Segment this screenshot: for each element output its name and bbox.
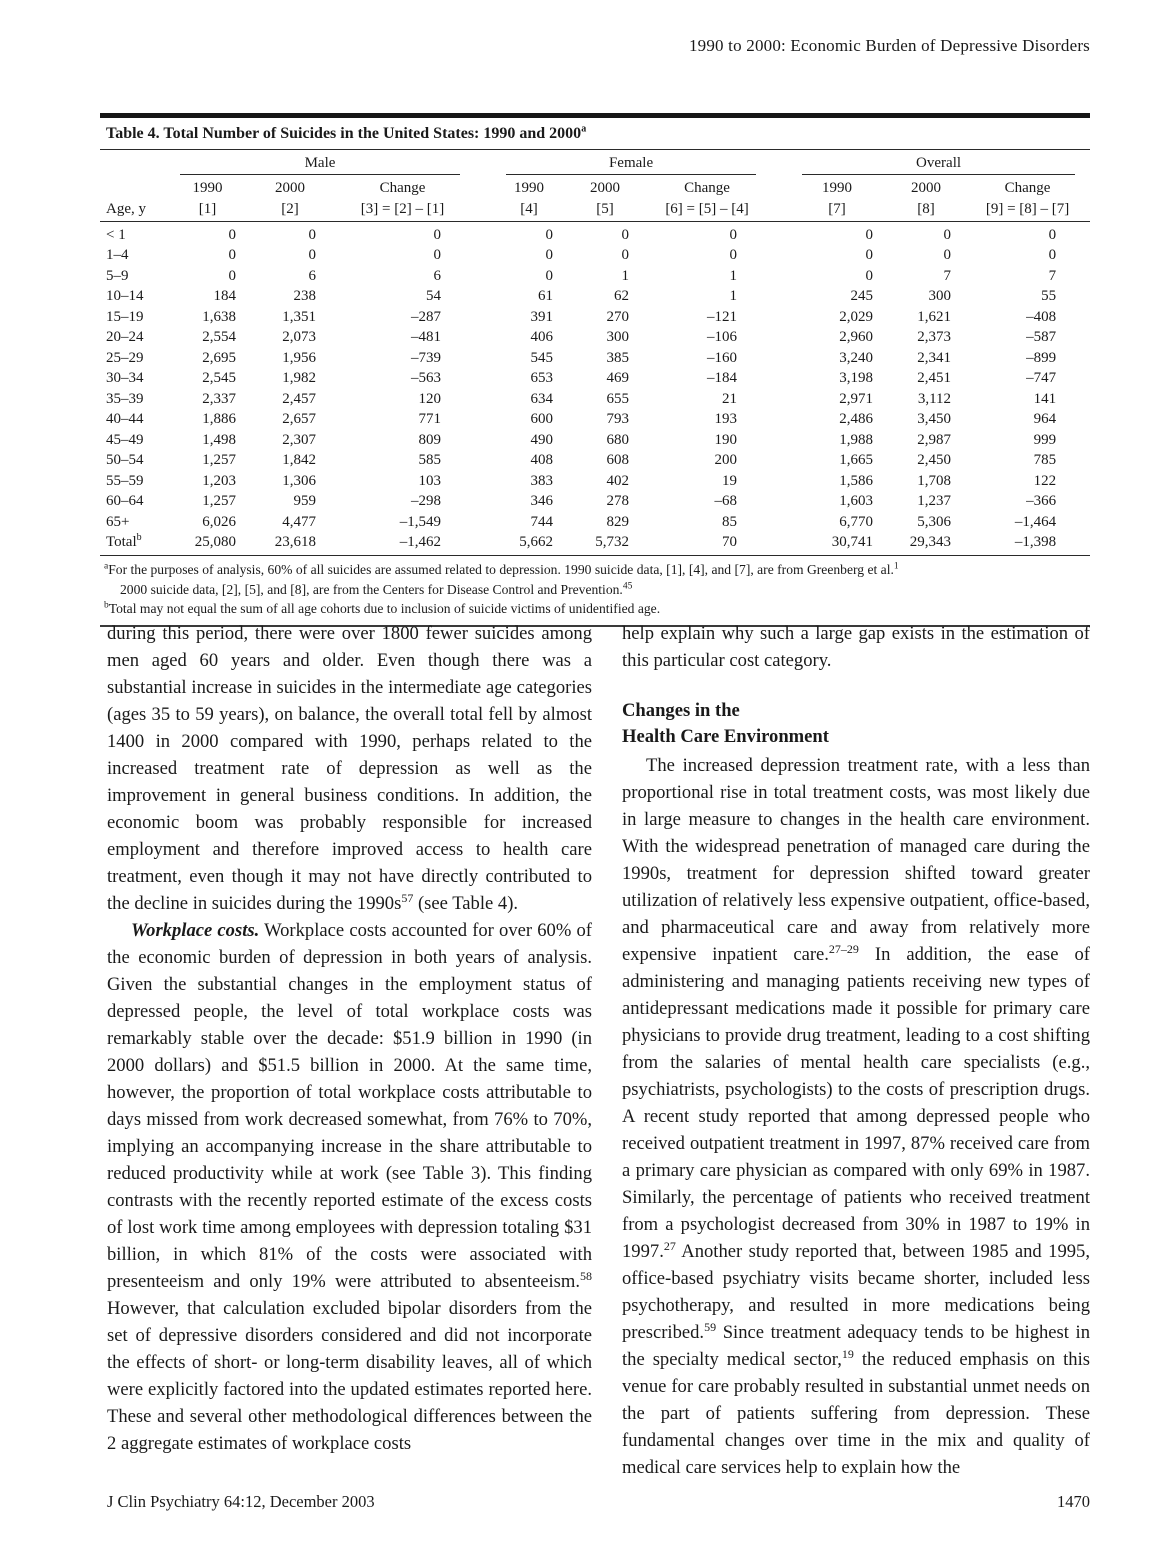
group-gap [771,176,787,198]
value-cell: –121 [707,308,738,325]
col-header-male-change: Change [379,180,426,197]
value-cell: 0 [865,226,874,243]
value-cell: 300 [928,288,952,305]
paragraph-text: Workplace costs accounted for over 60% of the economic burden of depression in both years of analysis. Given the substantial changes in the employment status of depressed people, the level of total workplace costs was remarkably stable over the decade: $51.9 billion in 1990 (in 2000 dollars) and $51.5 billion in 2000. At the same time, however, the proportion of total workplace costs attributable to days missed from work decreased somewhat, from 76% to 70%, implying an accompanying increase in the share attributable to reduced productivity while at work (see Table 3). This finding contrasts with the recently reported estimate of the excess costs of lost work time among employees with depression totaling $31 billion, in which 81% of the costs were associated with presenteeism and only 19% were attributed to absenteeism. [107,920,592,1292]
value-cell: 85 [722,513,738,530]
age-cell: 10–14 [106,288,144,305]
bracket-3: [3] = [2] – [1] [330,199,475,222]
spacer-cell [475,348,491,368]
value-cell: 1,603 [839,493,874,510]
value-cell: 2,554 [202,329,236,346]
group-gap [475,150,491,176]
col-header-male-1990: 1990 [192,180,223,197]
value-cell: 634 [530,390,554,407]
value-cell: 2,337 [202,390,236,407]
value-cell: 3,240 [839,349,874,366]
footnote-b [104,599,1086,618]
value-cell: 1,351 [282,308,316,325]
paragraph-text: the reduced emphasis on this venue for care probably resulted in substantial unmet needs on the part of patients suffering from depression. These fundamental changes over time in the mix and quality of medical care services help to explain how the [622,1349,1090,1478]
bracket-6: [6] = [5] – [4] [643,199,771,222]
footer-page-number: 1470 [1057,1492,1090,1511]
footnote-b-text: Total may not equal the sum of all age cohorts due to inclusion of suicide victims of unidentified age. [108,601,661,617]
value-cell: 6,770 [839,513,874,530]
value-cell: –287 [411,308,442,325]
value-cell: 4,477 [282,513,316,530]
table-row [100,389,1090,409]
paragraph-text: However, that calculation excluded bipolar disorders from the set of depressive disorders considered and did not incorporate the effects of short- or long-term disability leaves, all of which were explicitly factored into the updated estimates reported here. These and several other methodological differences between the 2 aggregate estimates of workplace costs [107,1298,592,1454]
value-cell: 1,886 [202,411,236,428]
group-header-female: Female [491,150,771,176]
value-cell: –587 [1026,329,1057,346]
value-cell: 0 [943,226,952,243]
value-cell: 346 [530,493,554,510]
value-cell: 0 [228,267,236,284]
value-cell: 2,545 [202,370,236,387]
value-cell: 70 [643,532,771,556]
value-cell: 1 [729,288,738,305]
table-row [100,307,1090,327]
spacer-cell [771,286,787,306]
value-cell: 23,618 [250,532,330,556]
value-cell: –184 [707,370,738,387]
value-cell: 2,073 [282,329,316,346]
value-cell: 30,741 [787,532,887,556]
reference-superscript: 57 [401,890,414,905]
value-cell: 61 [538,288,554,305]
value-cell: 270 [606,308,630,325]
spacer-cell [475,430,491,450]
value-cell: 7 [1048,267,1057,284]
value-cell: 2,695 [202,349,236,366]
value-cell: 6,026 [202,513,236,530]
value-cell: 0 [729,247,738,264]
running-head: 1990 to 2000: Economic Burden of Depressive Disorders [688,36,1090,55]
age-cell: 55–59 [106,472,144,489]
value-cell: –106 [707,329,738,346]
group-gap [475,199,491,222]
spacer-cell [475,532,491,556]
value-cell: 653 [530,370,554,387]
value-cell: 1,257 [202,452,236,469]
value-cell: 5,732 [567,532,643,556]
spacer-cell [771,327,787,347]
value-cell: 19 [722,472,738,489]
value-cell: 785 [1033,452,1057,469]
paragraph-text: Since treatment adequacy tends to be highest in the specialty medical sector, [622,1322,1090,1370]
col-header-male-2000: 2000 [275,180,305,197]
value-cell: 1,638 [202,308,236,325]
spacer-cell [475,491,491,511]
paragraph-workplace-costs [107,917,592,1457]
footnote-a-marker: a [104,561,109,572]
paragraph-health-care-environment [622,752,1090,1481]
spacer-cell [475,266,491,286]
paragraph-text: Another study reported that, between 1985 and 1995, office-based psychiatry visits became shorter, included less psychotherapy, and resulted in more medications being prescribed. [622,1241,1090,1343]
group-header-overall: Overall [787,150,1090,176]
value-cell: 103 [418,472,442,489]
reference-superscript: 59 [704,1319,717,1334]
value-cell: 2,457 [282,390,316,407]
value-cell: 2,657 [282,411,316,428]
paragraph-gap-explanation [622,620,1090,674]
table-4-block [100,113,1090,627]
value-cell: 406 [530,329,554,346]
value-cell: 0 [1048,226,1057,243]
value-cell: 141 [1033,390,1057,407]
value-cell: 5,306 [917,513,952,530]
paragraph-text: In addition, the ease of administering and managing patients receiving new types of antidepressant medications made it possible for primary care physicians to provide drug treatment, leading to a cost shifting from the salaries of mental health care specialists (e.g., psychiatrists, psychologists) to the costs of prescription drugs. A recent study reported that among depressed people who received outpatient treatment in 1997, 87% received care from a primary care physician as compared with only 69% in 1987. Similarly, the percentage of patients who received treatment from a psychologist decreased from 30% in 1987 to 19% in 1997. [622,944,1090,1262]
value-cell: 829 [606,513,630,530]
bracket-7: [7] [787,199,887,222]
spacer-cell [475,471,491,491]
spacer-cell [771,348,787,368]
value-cell: 0 [545,247,554,264]
footnote-a [104,560,1086,599]
col-header-overall-2000: 2000 [911,180,942,197]
value-cell: 959 [293,493,316,510]
spacer-cell [475,389,491,409]
value-cell: 62 [614,288,630,305]
col-header-overall-1990: 1990 [822,180,853,197]
group-gap [475,176,491,198]
col-header-female-1990: 1990 [514,180,545,197]
table-row [100,491,1090,511]
bracket-9: [9] = [8] – [7] [965,199,1090,222]
footnote-a-text-1: For the purposes of analysis, 60% of all suicides are assumed related to depression. 1990 suicide data, [1], [4], and [7], are from Greenberg et al. [108,562,894,578]
value-cell: 2,307 [282,431,316,448]
value-cell: 245 [850,288,874,305]
age-cell: Total$^b$ [100,532,165,556]
value-cell: 200 [714,452,738,469]
value-cell: 0 [943,247,952,264]
age-cell: 1–4 [106,247,129,264]
value-cell: 600 [530,411,554,428]
table-row [100,512,1090,532]
table-row [100,221,1090,245]
body-text-columns [107,620,1090,1481]
value-cell: –1,398 [965,532,1090,556]
table-row [100,532,1090,556]
value-cell: 2,373 [917,329,952,346]
value-cell: 278 [606,493,630,510]
value-cell: 999 [1033,431,1057,448]
section-heading-line-2: Health Care Environment [622,726,829,747]
value-cell: 490 [530,431,554,448]
footnote-a-text-2: 2000 suicide data, [2], [5], and [8], are from the Centers for Disease Control and Prevention. [120,581,623,597]
value-cell: 1,842 [282,452,316,469]
value-cell: 2,971 [839,390,874,407]
table-row [100,348,1090,368]
value-cell: 385 [606,349,630,366]
bracket-5: [5] [567,199,643,222]
value-cell: 1,621 [917,308,952,325]
value-cell: 120 [418,390,442,407]
value-cell: 0 [433,226,442,243]
value-cell: 5,662 [491,532,567,556]
spacer-cell [771,471,787,491]
col-header-overall-change: Change [1004,180,1051,197]
value-cell: 7 [943,267,952,284]
value-cell: 1,306 [282,472,316,489]
value-cell: 1 [729,267,738,284]
value-cell: 771 [418,411,442,428]
age-cell: 40–44 [106,411,144,428]
spacer-cell [475,512,491,532]
table-title-text: Table 4. Total Number of Suicides in the United States: 1990 and 2000 [106,125,582,142]
right-column [622,620,1090,1481]
bracket-header-row [100,199,1090,222]
value-cell: 2,987 [917,431,952,448]
spacer-cell [771,491,787,511]
reference-superscript: 27–29 [828,941,859,956]
spacer-cell [475,327,491,347]
value-cell: 402 [606,472,630,489]
value-cell: 0 [865,247,874,264]
age-cell: 50–54 [106,452,144,469]
value-cell: –366 [1026,493,1057,510]
spacer-cell [475,450,491,470]
spacer-cell [771,389,787,409]
value-cell: 1,665 [839,452,874,469]
value-cell: 793 [606,411,630,428]
spacer-cell [771,221,787,245]
group-gap [771,150,787,176]
table-footnotes [100,556,1090,627]
reference-superscript: 27 [663,1238,676,1253]
age-cell: 60–64 [106,493,144,510]
value-cell: 545 [530,349,554,366]
value-cell: 0 [865,267,874,284]
value-cell: 0 [621,247,630,264]
table-body [100,221,1090,556]
value-cell: 1,956 [282,349,316,366]
value-cell: 0 [228,247,236,264]
age-cell: 15–19 [106,308,144,325]
left-column [107,620,592,1481]
value-cell: 0 [228,226,236,243]
age-cell: 45–49 [106,431,144,448]
age-cell: 30–34 [106,370,144,387]
value-cell: 21 [722,390,738,407]
paragraph-text: help explain why such a large gap exists in the estimation of this particular cost category. [622,623,1090,671]
table-row [100,409,1090,429]
spacer-cell [475,368,491,388]
value-cell: 2,960 [839,329,874,346]
age-cell: 35–39 [106,390,144,407]
value-cell: 6 [433,267,442,284]
value-cell: 1 [621,267,630,284]
table-title-footnote-marker: a [581,123,587,135]
value-cell: 809 [418,431,442,448]
value-cell: –408 [1026,308,1057,325]
table-row [100,450,1090,470]
value-cell: 0 [729,226,738,243]
value-cell: 1,237 [917,493,952,510]
table-row [100,368,1090,388]
value-cell: 0 [433,247,442,264]
age-cell: 65+ [106,513,130,530]
value-cell: 585 [418,452,442,469]
value-cell: 391 [530,308,554,325]
value-cell: 29,343 [887,532,965,556]
value-cell: –747 [1026,370,1057,387]
age-cell: < 1 [106,226,126,243]
age-cell: 5–9 [106,267,129,284]
value-cell: 608 [606,452,630,469]
page-footer [107,1492,1090,1512]
value-cell: 6 [308,267,316,284]
year-header-spacer [100,176,165,198]
value-cell: 1,988 [839,431,874,448]
table-title [100,118,1090,150]
value-cell: 3,450 [917,411,952,428]
value-cell: 25,080 [165,532,250,556]
value-cell: 964 [1033,411,1057,428]
value-cell: 2,029 [839,308,874,325]
value-cell: 190 [714,431,738,448]
group-header-male: Male [165,150,475,176]
table-row [100,245,1090,265]
spacer-cell [771,512,787,532]
total-footnote-marker: b [136,532,142,544]
reference-superscript: 58 [580,1268,592,1283]
value-cell: –68 [714,493,738,510]
spacer-cell [475,221,491,245]
spacer-cell [771,368,787,388]
group-header-row [100,150,1090,176]
spacer-cell [771,430,787,450]
value-cell: –899 [1026,349,1057,366]
value-cell: 2,451 [917,370,952,387]
footnote-a-ref-1: 1 [893,561,899,572]
value-cell: 469 [606,370,630,387]
value-cell: 54 [426,288,442,305]
group-gap [771,199,787,222]
age-column-header: Age, y [100,199,165,222]
value-cell: 2,341 [917,349,952,366]
value-cell: 680 [606,431,630,448]
spacer-cell [771,266,787,286]
spacer-cell [475,286,491,306]
spacer-cell [475,245,491,265]
value-cell: 122 [1033,472,1057,489]
value-cell: 1,498 [202,431,236,448]
spacer-cell [771,450,787,470]
value-cell: 1,203 [202,472,236,489]
suicides-table [100,150,1090,556]
value-cell: 0 [308,247,316,264]
value-cell: 55 [1041,288,1057,305]
value-cell: –298 [411,493,442,510]
value-cell: 0 [621,226,630,243]
group-header-spacer [100,150,165,176]
value-cell: –739 [411,349,442,366]
value-cell: 3,198 [839,370,874,387]
table-row [100,327,1090,347]
spacer-cell [771,532,787,556]
value-cell: 655 [606,390,630,407]
value-cell: 3,112 [917,390,952,407]
paragraph-text: during this period, there were over 1800 fewer suicides among men aged 60 years and older. Even though there was a substantial increase in suicides in the intermediate age categories (ages 35 to 59 years), on balance, the overall total fell by almost 1400 in 2000 compared with 1990, perhaps related to the increased treatment rate of depression as well as the improvement in general business conditions. In addition, the economic boom was probably responsible for increased employment and therefore improved access to health care treatment, even though it may not have directly contributed to the decline in suicides during the 1990s [107,623,592,914]
value-cell: 408 [530,452,554,469]
value-cell: –481 [411,329,442,346]
value-cell: 0 [1048,247,1057,264]
spacer-cell [771,409,787,429]
value-cell: 184 [213,288,236,305]
age-cell: 25–29 [106,349,144,366]
bracket-2: [2] [250,199,330,222]
value-cell: –1,462 [330,532,475,556]
paragraph-text: The increased depression treatment rate, with a less than proportional rise in total treatment costs, was most likely due in large measure to changes in the health care environment. With the widespread penetration of managed care during the 1990s, treatment for depression shifted toward greater utilization of relatively less expensive outpatient, office-based, and pharmaceutical care and away from relatively more expensive inpatient care. [622,755,1090,965]
value-cell: 1,982 [282,370,316,387]
value-cell: 0 [545,267,554,284]
value-cell: –160 [707,349,738,366]
table-row [100,286,1090,306]
col-header-female-2000: 2000 [590,180,621,197]
value-cell: 2,486 [839,411,874,428]
value-cell: 1,257 [202,493,236,510]
reference-superscript: 19 [841,1346,854,1361]
table-row [100,266,1090,286]
value-cell: 2,450 [917,452,952,469]
table-row [100,471,1090,491]
paragraph-text: (see Table 4). [413,893,519,914]
value-cell: 744 [530,513,554,530]
value-cell: 238 [293,288,316,305]
bracket-8: [8] [887,199,965,222]
table-row [100,430,1090,450]
footnote-b-marker: b [104,600,109,611]
value-cell: 300 [606,329,630,346]
section-heading [622,698,1090,750]
bracket-4: [4] [491,199,567,222]
value-cell: 193 [714,411,738,428]
paragraph-suicide-trends [107,620,592,917]
year-header-row [100,176,1090,198]
value-cell: –1,549 [399,513,442,530]
bracket-1: [1] [165,199,250,222]
col-header-female-change: Change [684,180,730,197]
value-cell: –1,464 [1014,513,1057,530]
spacer-cell [475,307,491,327]
run-in-heading: Workplace costs. [131,920,260,941]
value-cell: 1,708 [917,472,952,489]
value-cell: 383 [530,472,554,489]
value-cell: –563 [411,370,442,387]
spacer-cell [771,245,787,265]
spacer-cell [771,307,787,327]
footnote-a-ref-2: 45 [622,581,633,592]
value-cell: 0 [308,226,316,243]
spacer-cell [475,409,491,429]
footer-journal-citation: J Clin Psychiatry 64:12, December 2003 [107,1492,375,1511]
section-heading-line-1: Changes in the [622,700,740,721]
value-cell: 0 [545,226,554,243]
age-cell: 20–24 [106,329,144,346]
value-cell: 1,586 [839,472,874,489]
